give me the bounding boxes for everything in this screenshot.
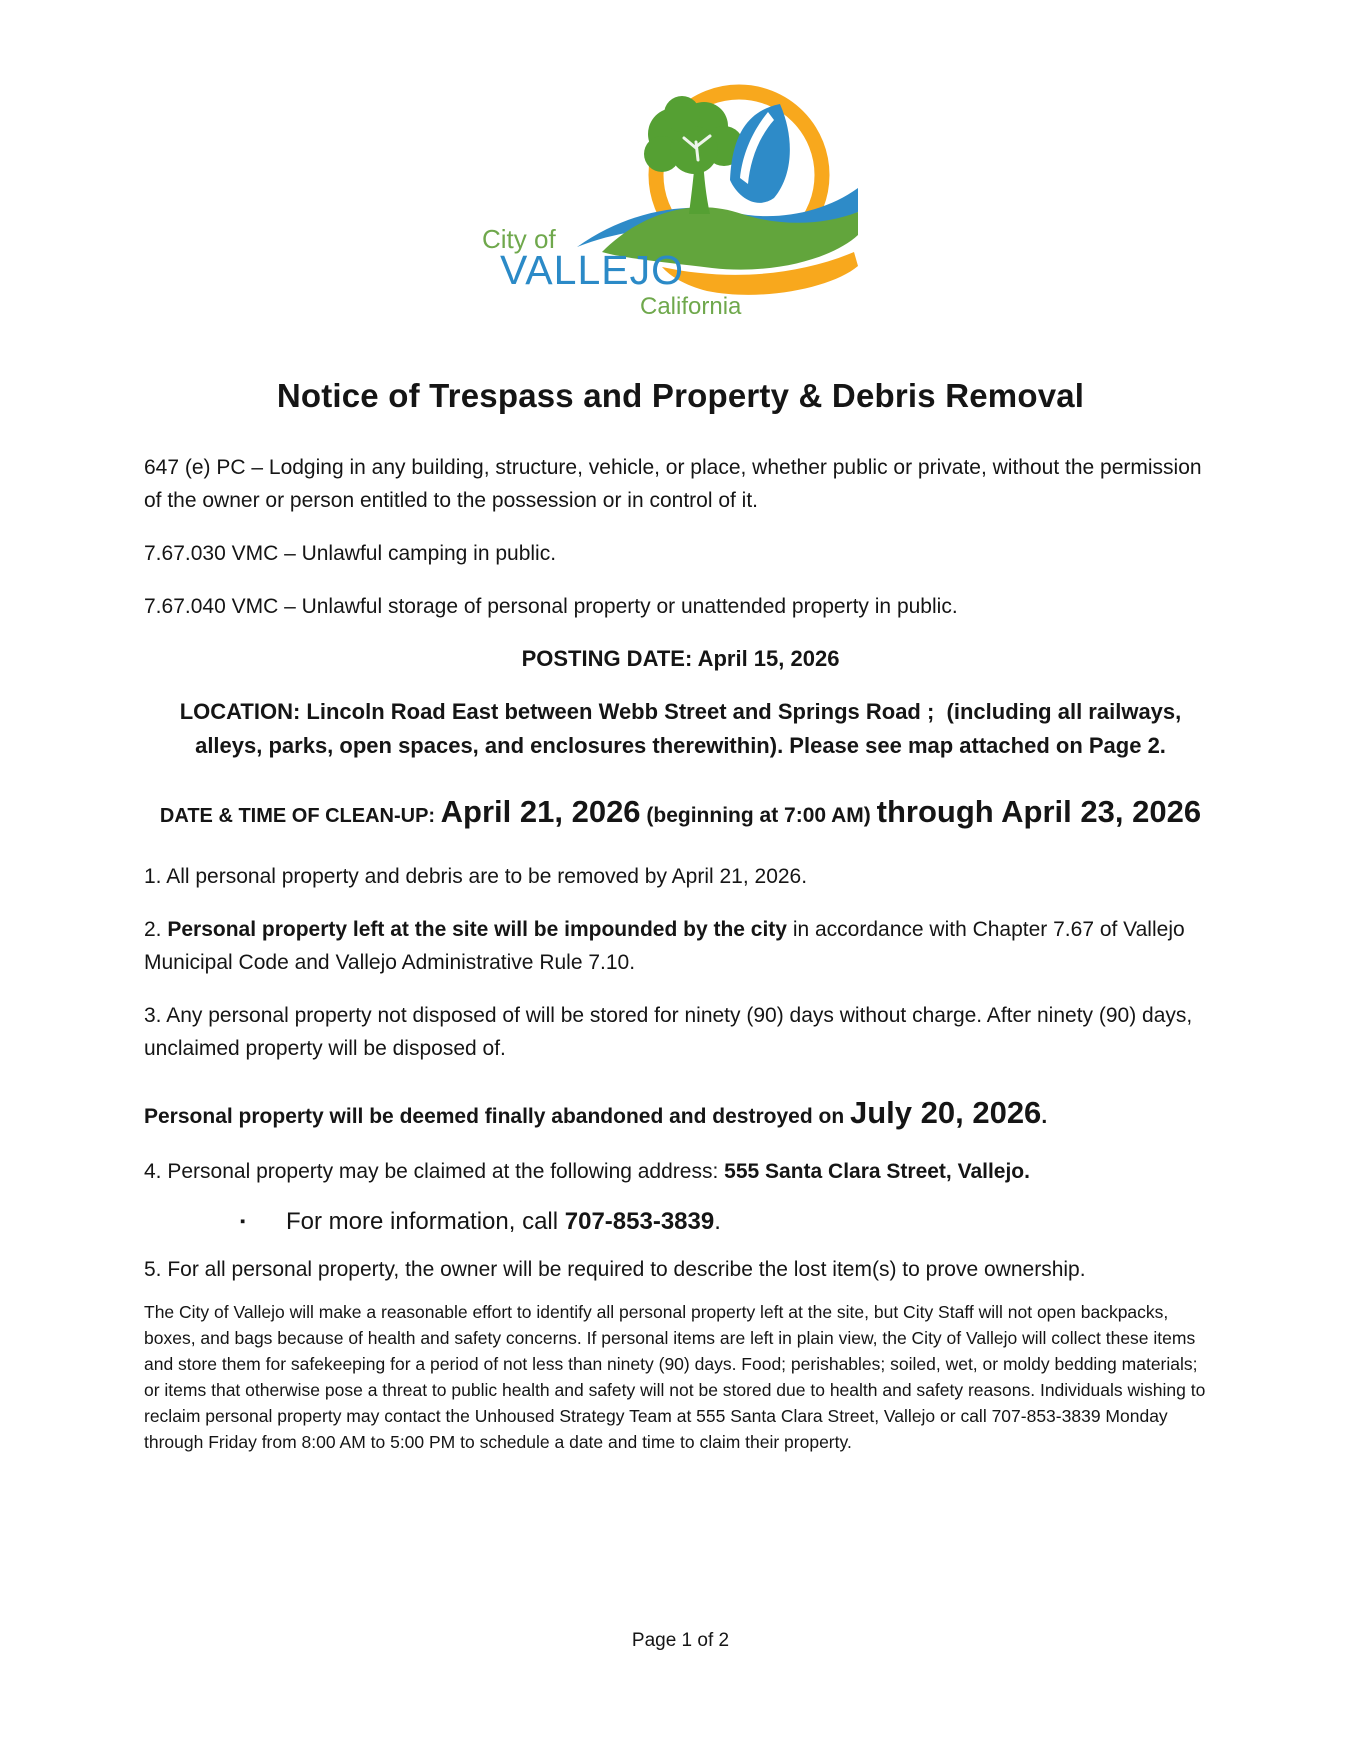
location-line: LOCATION: Lincoln Road East between Webb Street and Springs Road ; (including all railways, alleys, parks, open spaces, and enclosures therewithin). Please see map attached on Page 2. (179, 699, 1188, 758)
abandoned-text: Personal property will be deemed finally abandoned and destroyed on (144, 1105, 850, 1128)
cleanup-time-note: (beginning at 7:00 AM) (640, 804, 877, 827)
city-of-vallejo-logo (412, 0, 862, 327)
abandoned-period: . (1041, 1105, 1048, 1128)
logo-city-of-text: City of (481, 224, 556, 254)
cleanup-through: through (876, 794, 994, 829)
abandoned-date: July 20, 2026 (849, 1095, 1042, 1130)
page-number: Page 1 of 2 (631, 1630, 730, 1651)
more-info-bullet (144, 1203, 1217, 1244)
code-767040-vmc-paragraph: 7.67.040 VMC – Unlawful storage of personal property or unattended property in public. (144, 595, 958, 618)
cleanup-end-date: April 23, 2026 (1001, 794, 1202, 829)
logo-city-name-text: VALLEJO (499, 247, 684, 293)
logo-state-text: California (639, 293, 741, 320)
item-3: 3. Any personal property not disposed of will be stored for ninety (90) days without charge. After ninety (90) days, unclaimed property will be disposed of. (144, 1004, 1193, 1060)
more-info-period: . (714, 1208, 721, 1235)
item-4 (144, 1155, 1217, 1188)
notice-body (0, 377, 1361, 1455)
cleanup-label: DATE & TIME OF CLEAN-UP: (159, 805, 441, 827)
code-767030-vmc-paragraph: 7.67.030 VMC – Unlawful camping in public. (144, 542, 557, 565)
item-4-address: 555 Santa Clara Street, Vallejo. (724, 1160, 1030, 1183)
sail-icon (730, 104, 790, 203)
page-title: Notice of Trespass and Property & Debris Removal (276, 377, 1085, 414)
more-info-text: For more information, call (286, 1208, 565, 1235)
item-4-text: 4. Personal property may be claimed at the following address: (144, 1160, 725, 1183)
cleanup-date-line (144, 786, 1217, 844)
item-2 (144, 913, 1217, 979)
abandoned-line (144, 1092, 1217, 1138)
cleanup-start-date: April 21, 2026 (440, 794, 641, 829)
item-2-number: 2. (144, 918, 168, 941)
fine-print-paragraph: The City of Vallejo will make a reasonable effort to identify all personal property left at the site, but City Staff will not open backpacks, boxes, and bags because of health and safety concerns. If personal items are left in plain view, the City of Vallejo will collect these items and store them for safekeeping for a period of not less than ninety (90) days. Food; perishables; soiled, wet, or moldy bedding materials; or items that otherwise pose a threat to public health and safety will not be stored due to health and safety reasons. Individuals wishing to reclaim personal property may contact the Unhoused Strategy Team at 555 Santa Clara Street, Vallejo or call 707-853-3839 Monday through Friday from 8:00 AM to 5:00 PM to schedule a date and time to claim their property. (144, 1302, 1206, 1452)
vallejo-logo-graphic (412, 62, 862, 322)
square-bullet-icon: ▪ (240, 1213, 246, 1230)
more-info-phone: 707-853-3839 (564, 1208, 715, 1235)
posting-date-line: POSTING DATE: April 15, 2026 (521, 646, 840, 671)
item-1: 1. All personal property and debris are to be removed by April 21, 2026. (144, 865, 808, 888)
code-647e-pc-paragraph: 647 (e) PC – Lodging in any building, structure, vehicle, or place, whether public or private, without the permission of the owner or person entitled to the possession or in control of it. (144, 456, 1202, 512)
item-2-rest: in accordance with Chapter 7.67 of Vallejo Municipal Code and Vallejo Administrative Rule 7.10. (144, 918, 1191, 974)
item-5: 5. For all personal property, the owner will be required to describe the lost item(s) to prove ownership. (144, 1258, 1086, 1281)
item-2-bold: Personal property left at the site will be impounded by the city (167, 918, 787, 941)
